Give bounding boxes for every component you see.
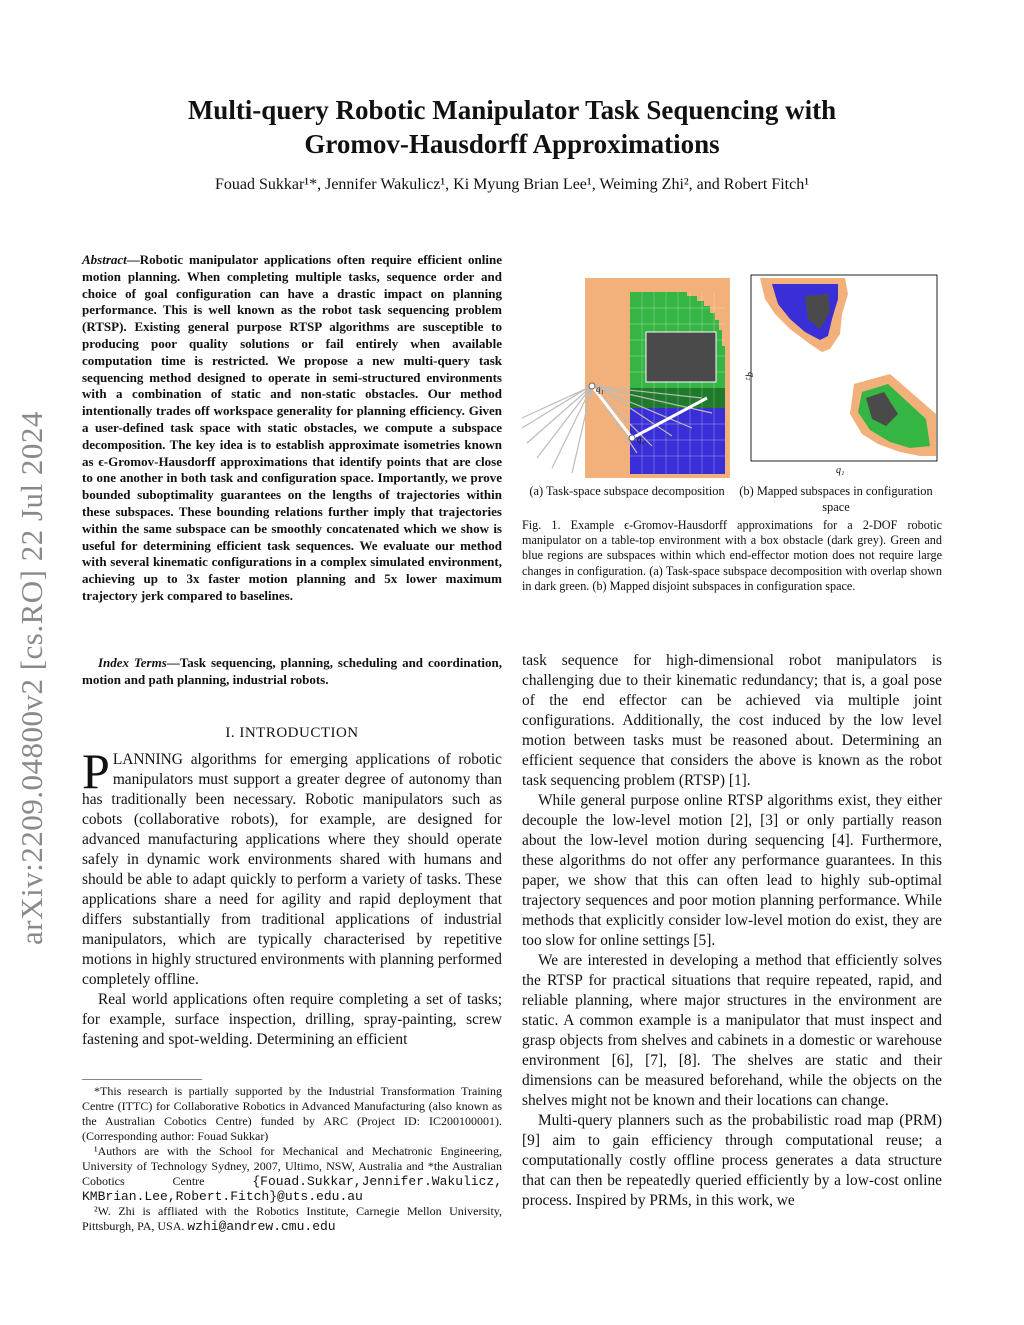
index-label: Index Terms <box>98 655 167 670</box>
subcaption-a: (a) Task-space subspace decomposition <box>529 484 725 498</box>
axis-label-q2: q₂ <box>745 372 756 381</box>
task-space-figure <box>522 268 744 480</box>
footnote-affiliation: ¹Authors are with the School for Mechanical and Mechatronic Engineering, University of Technology Sydney, 2007, Ultimo, NSW, Australia and *the Australian Cobotics Centre {Fouad.Sukkar,Jennifer.Wakulicz, KMBrian.Lee,Robert.Fitch}@uts.edu.au <box>82 1144 503 1204</box>
axis-label-q1: q₁ <box>836 465 845 476</box>
footnote-zhi: ²W. Zhi is affliated with the Robotics Institute, Carnegie Mellon University, Pittsburgh, PA, USA. wzhi@andrew.cmu.edu <box>82 1204 502 1234</box>
box-obstacle <box>646 332 716 382</box>
footnote-divider <box>82 1079 202 1080</box>
footnotes <box>82 1084 502 1234</box>
right-paragraph-4: Multi-query planners such as the probabilistic road map (PRM) [9] aim to gain efficiency through computational reuse; a computationally costly offline process generates a data structure that can then be repeatedly queried efficiently by a low-cost online process. Inspired by PRMs, in this work, we <box>522 1112 942 1209</box>
abstract-text: —Robotic manipulator applications often require efficient online motion planning. When completing multiple tasks, sequence order and choice of goal configuration can have a drastic impact on planning performance. This is well known as the robot task sequencing problem (RTSP). Existing general purpose RTSP algorithms are susceptible to producing poor quality solutions or fail entirely when available computation time is restricted. We propose a new multi-query task sequencing method designed to operate in semi-structured environments with a combination of static and non-static obstacles. Our method intentionally trades off workspace generality for planning efficiency. Given a user-defined task space with static obstacles, we compute a subspace decomposition. The key idea is to establish approximate isometries known as ϵ-Gromov-Hausdorff approximations that identify points that are close to one another in both task and configuration space. Importantly, we prove bounded suboptimality guarantees on the lengths of trajectories within these subspaces. These bounding relations further imply that trajectories within the same subspace can be smoothly concatenated which we show is useful for determining efficient task sequences. We evaluate our method with several kinematic configurations in a complex simulated environment, achieving up to 3x faster motion planning and 5x lower maximum trajectory jerk compared to baselines. <box>82 252 502 603</box>
index-text: —Task sequencing, planning, scheduling and coordination, motion and path planning, industrial robots. <box>82 655 502 687</box>
author-list: Fouad Sukkar¹*, Jennifer Wakulicz¹, Ki Myung Brian Lee¹, Weiming Zhi², and Robert Fitch¹ <box>214 176 810 193</box>
drop-cap: P <box>82 743 110 799</box>
right-column-body <box>522 651 942 1211</box>
right-paragraph-3: We are interested in developing a method that efficiently solves the RTSP for practical situations that require repeated, rapid, and reliable planning, where major structures in the environment are static. A common example is a manipulator that must inspect and grasp objects from shelves and cabinets in a domestic or warehouse environment [6], [7], [8]. The shelves are static and their dimensions can be measured beforehand, while the objects on the shelves might not be known and their locations can change. <box>522 952 942 1109</box>
footnote-funding: *This research is partially supported by the Industrial Transformation Training Centre (ITTC) for Collaborative Robotics in Advanced Manufacturing (also known as the Australian Cobotics Centre) funded by ARC (Project ID: IC200100001). (Corresponding author: Fouad Sukkar) <box>82 1084 502 1143</box>
subcaption-b: (b) Mapped subspaces in configuration space <box>739 484 933 514</box>
title-line-1: Multi-query Robotic Manipulator Task Sequencing with <box>187 95 837 125</box>
right-paragraph-2: While general purpose online RTSP algorithms exist, they either decouple the low-level motion [2], [3] or only partially reason about the low-level motion during sequencing [4]. Furthermore, these algorithms do not offer any performance guarantees. In this paper, we show that this can often lead to highly sub-optimal trajectory sequences and poor motion planning performance. While methods that explicitly consider low-level motion do exist, they are too slow for online settings [5]. <box>522 792 942 949</box>
paper-title <box>80 93 944 161</box>
arm-label-q1: q₁ <box>596 384 604 394</box>
figure-caption: Fig. 1. Example ϵ-Gromov-Hausdorff approximations for a 2-DOF robotic manipulator on a table-top environment with a box obstacle (dark grey). Green and blue regions are subspaces within which end-effector motion does not require large changes in configuration. (a) Task-space subspace decomposition with overlap shown in dark green. (b) Mapped disjoint subspaces in configuration space. <box>522 518 942 593</box>
arm-joint-2 <box>629 435 635 441</box>
intro-body <box>82 743 502 1050</box>
arm-label-q2: q₂ <box>637 434 645 444</box>
title-line-2: Gromov-Hausdorff Approximations <box>304 129 720 159</box>
config-space-figure <box>745 274 942 479</box>
abstract-label: Abstract <box>82 252 127 267</box>
arm-joint-1 <box>589 383 595 389</box>
right-paragraph-1: task sequence for high-dimensional robot manipulators is challenging due to their kinematic redundancy; that is, a goal pose of the end effector can be achieved via multiple joint configurations. Additionally, the cost induced by the low level motion between tasks must be reasoned about. Determining an efficient sequence that considers the above is known as the robot task sequencing problem (RTSP) [1]. <box>522 652 942 789</box>
arxiv-id: arXiv:2209.04800v2 [cs.RO] 22 Jul 2024 <box>14 411 49 945</box>
abstract <box>82 252 502 605</box>
figure-1 <box>522 268 942 518</box>
intro-paragraph-2: Real world applications often require completing a set of tasks; for example, surface inspection, drilling, spray-painting, screw fastening and spot-welding. Determining an efficient <box>82 991 502 1048</box>
section-heading: I. INTRODUCTION <box>225 725 359 741</box>
intro-paragraph-1: PLANNING algorithms for emerging applications of robotic manipulators must support a greater degree of autonomy than has traditionally been necessary. Robotic manipulators such as cobots (collaborative robots), for example, are designed for advanced manufacturing applications where they should operate safely in dynamic work environments shared with humans and should be able to adapt quickly to perform a variety of tasks. These applications share a need for agility and rapid deployment that differs substantially from traditional applications of industrial manipulators, which are typically characterised by repetitive motions in highly structured environments with planning performed completely offline. <box>82 743 502 988</box>
index-terms <box>82 655 502 689</box>
